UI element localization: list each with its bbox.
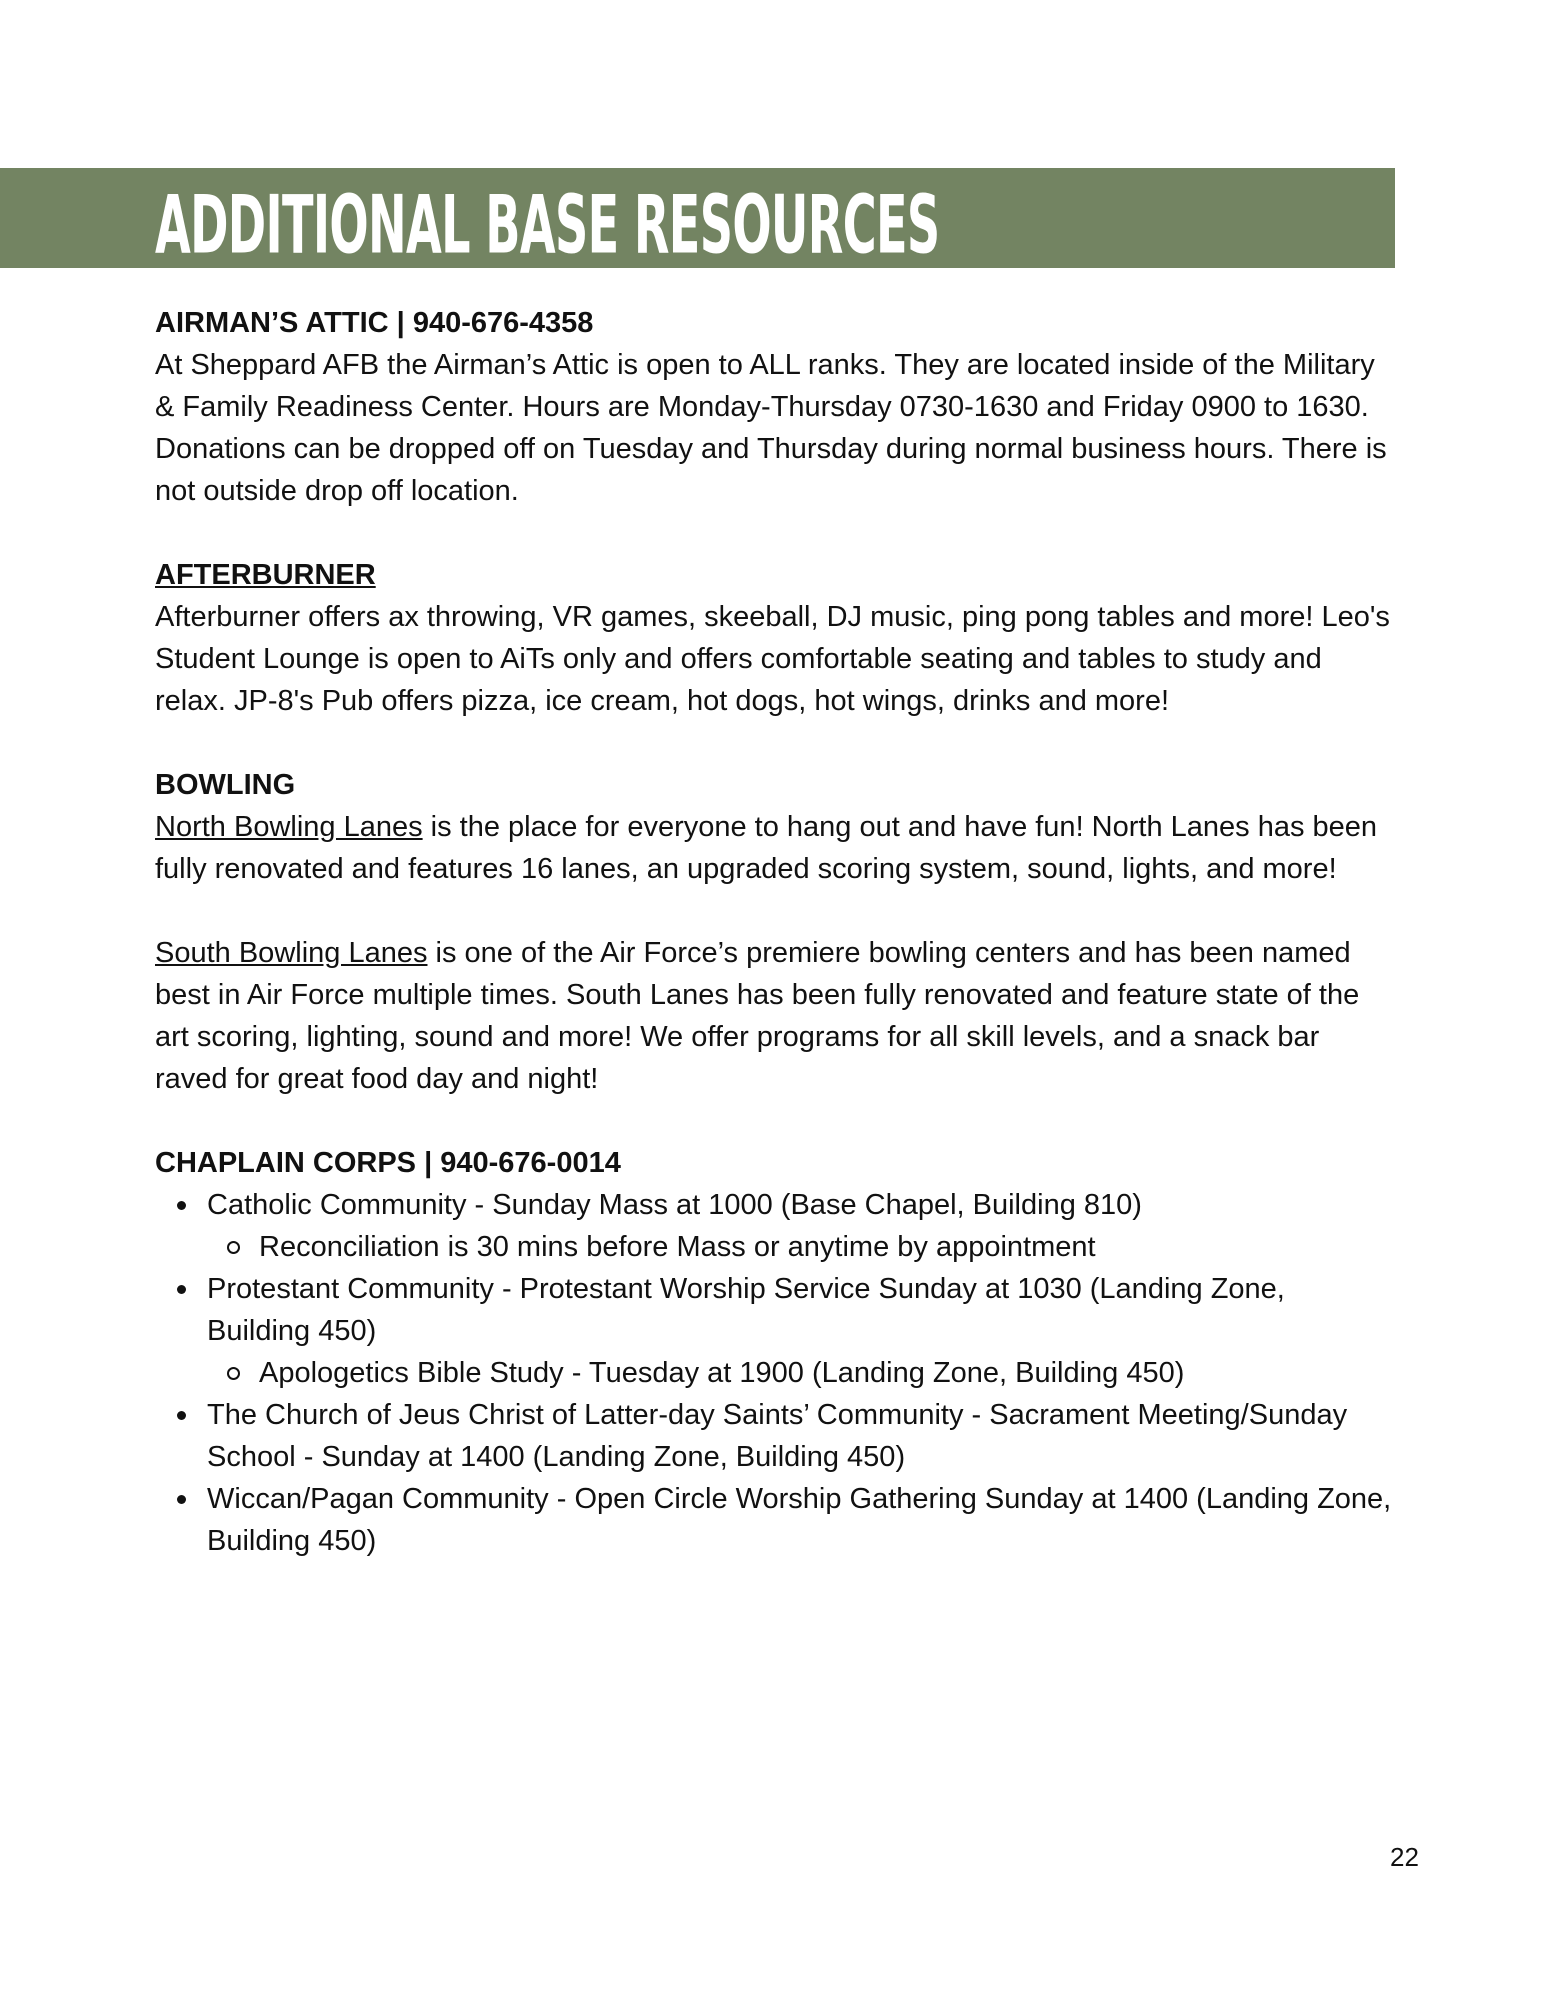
north-bowling-text: is the place for everyone to hang out and have fun! North Lanes has been fully renovated and features 16 lanes, an upgraded scoring system, sound, lights, and more!	[155, 811, 1378, 885]
list-item-protestant	[155, 1268, 1395, 1394]
airmans-attic-heading: AIRMAN’S ATTIC | 940-676-4358	[155, 307, 594, 339]
section-airmans-attic	[155, 302, 1395, 512]
sub-list-item: Apologetics Bible Study - Tuesday at 1900 (Landing Zone, Building 450)	[207, 1352, 1395, 1394]
page-title: ADDITIONAL BASE RESOURCES	[155, 178, 940, 272]
south-bowling-text: is one of the Air Force’s premiere bowling centers and has been named best in Air Force multiple times. South Lanes has been fully renovated and feature state of the art scoring, lighting, sound and more! We offer programs for all skill levels, and a snack bar raved for great food day and night!	[155, 937, 1360, 1095]
afterburner-body: Afterburner offers ax throwing, VR games, skeeball, DJ music, ping pong tables and more! Leo's Student Lounge is open to AiTs only and offers comfortable seating and tables to study and relax. JP-8's Pub offers pizza, ice cream, hot dogs, hot wings, drinks and more!	[155, 601, 1390, 717]
list-item-text: Protestant Community - Protestant Worship Service Sunday at 1030 (Landing Zone, Building 450)	[207, 1273, 1285, 1347]
sub-list	[207, 1226, 1395, 1268]
bowling-heading: BOWLING	[155, 769, 296, 801]
list-item-text: Catholic Community - Sunday Mass at 1000 (Base Chapel, Building 810)	[207, 1189, 1142, 1221]
chaplain-corps-heading: CHAPLAIN CORPS | 940-676-0014	[155, 1147, 621, 1179]
section-afterburner	[155, 554, 1395, 722]
south-bowling-lanes-link[interactable]: South Bowling Lanes	[155, 937, 428, 969]
south-bowling-paragraph	[155, 932, 1395, 1100]
chaplain-list	[155, 1184, 1395, 1562]
north-bowling-lanes-link[interactable]: North Bowling Lanes	[155, 811, 423, 843]
page-content	[155, 302, 1395, 1604]
section-bowling	[155, 764, 1395, 1100]
north-bowling-paragraph	[155, 806, 1395, 890]
sub-list-item: Reconciliation is 30 mins before Mass or anytime by appointment	[207, 1226, 1395, 1268]
page-number: 22	[1390, 1842, 1419, 1872]
section-chaplain-corps	[155, 1142, 1395, 1562]
sub-list	[207, 1352, 1395, 1394]
airmans-attic-body: At Sheppard AFB the Airman’s Attic is open to ALL ranks. They are located inside of the Military & Family Readiness Center. Hours are Monday-Thursday 0730-1630 and Friday 0900 to 1630. Donations can be dropped off on Tuesday and Thursday during normal business hours. There is not outside drop off location.	[155, 349, 1387, 507]
list-item-latter-day-saints: The Church of Jeus Christ of Latter-day Saints’ Community - Sacrament Meeting/Sunday School - Sunday at 1400 (Landing Zone, Building 450)	[155, 1394, 1395, 1478]
list-item-catholic	[155, 1184, 1395, 1268]
list-item-wiccan-pagan: Wiccan/Pagan Community - Open Circle Worship Gathering Sunday at 1400 (Landing Zone, Building 450)	[155, 1478, 1395, 1562]
afterburner-heading: AFTERBURNER	[155, 559, 376, 591]
